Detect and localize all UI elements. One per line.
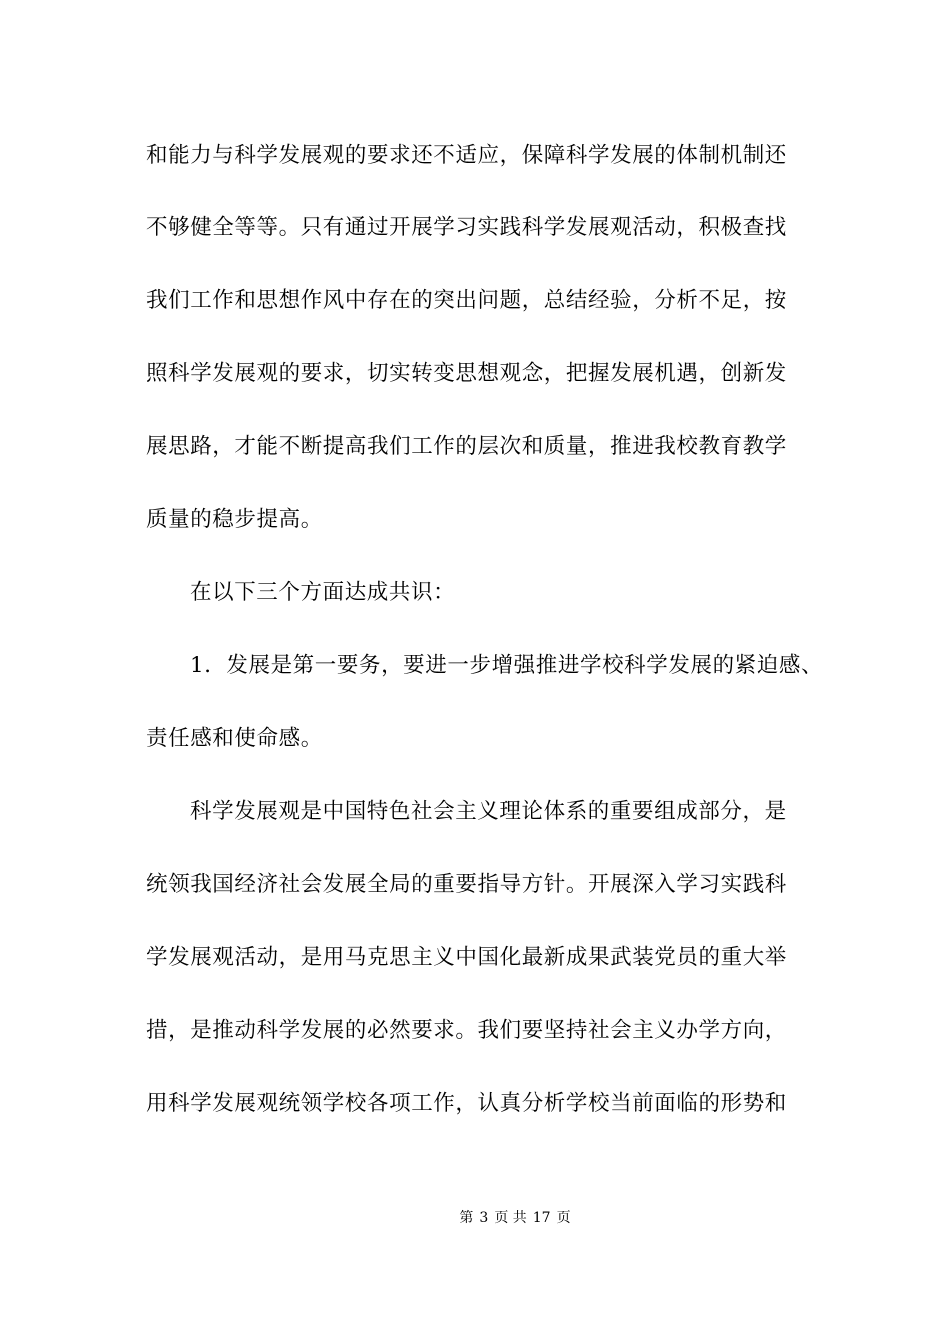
text-line: 照科学发展观的要求，切实转变思想观念，把握发展机遇，创新发 bbox=[146, 361, 787, 386]
text-line: 措，是推动科学发展的必然要求。我们要坚持社会主义办学方向， bbox=[146, 1018, 787, 1043]
text-line: 学发展观活动，是用马克思主义中国化最新成果武装党员的重大举 bbox=[146, 945, 787, 970]
text-line: 我们工作和思想作风中存在的突出问题，总结经验，分析不足，按 bbox=[146, 288, 787, 313]
footer-mid: 页 共 bbox=[494, 1210, 527, 1226]
text-line: 统领我国经济社会发展全局的重要指导方针。开展深入学习实践科 bbox=[146, 872, 787, 897]
paragraph-heading: 在以下三个方面达成共识： bbox=[190, 580, 456, 605]
total-page-count: 17 bbox=[532, 1210, 551, 1226]
text-line: 和能力与科学发展观的要求还不适应，保障科学发展的体制机制还 bbox=[146, 143, 787, 168]
page-footer bbox=[0, 1208, 950, 1228]
text-line: 用科学发展观统领学校各项工作，认真分析学校当前面临的形势和 bbox=[146, 1091, 787, 1116]
text-line: 科学发展观是中国特色社会主义理论体系的重要组成部分，是 bbox=[190, 799, 787, 824]
text-line: 质量的稳步提高。 bbox=[146, 507, 323, 532]
footer-suffix: 页 bbox=[556, 1210, 571, 1226]
text-line: 不够健全等等。只有通过开展学习实践科学发展观活动，积极查找 bbox=[146, 215, 787, 240]
text-line: 展思路，才能不断提高我们工作的层次和质量，推进我校教育教学 bbox=[146, 434, 787, 459]
current-page-number: 3 bbox=[479, 1210, 489, 1226]
text-line: 责任感和使命感。 bbox=[146, 726, 323, 751]
numbered-point: 1．发展是第一要务，要进一步增强推进学校科学发展的紧迫感、 bbox=[190, 653, 824, 678]
footer-prefix: 第 bbox=[459, 1210, 474, 1226]
